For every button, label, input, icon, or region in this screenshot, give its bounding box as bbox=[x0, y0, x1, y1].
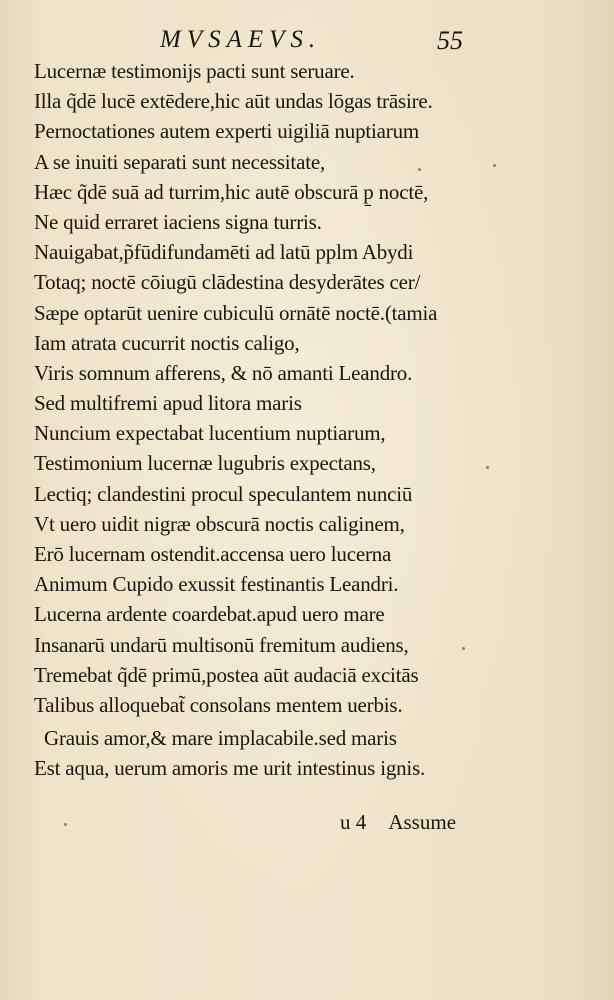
ink-speck bbox=[418, 168, 421, 171]
text-line: Sæpe optarūt uenire cubiculū ornātē noctē.(tamia bbox=[34, 300, 438, 325]
ink-speck bbox=[64, 823, 67, 826]
ink-speck bbox=[493, 164, 496, 167]
text-line: Lectiq; clandestini procul speculantem nunciū bbox=[34, 481, 413, 506]
poem-text-block bbox=[34, 56, 504, 784]
text-line: Viris somnum afferens, & nō amanti Leandro. bbox=[34, 360, 413, 385]
text-line: Iam atrata cucurrit noctis caligo, bbox=[34, 330, 300, 355]
page-number: 55 bbox=[437, 26, 463, 55]
text-line: Vt uero uidit nigræ obscurā noctis caliginem, bbox=[34, 511, 405, 536]
text-line: Sed multifremi apud litora maris bbox=[34, 391, 302, 416]
text-line: Insanarū undarū multisonū fremitum audiens, bbox=[34, 632, 409, 657]
text-line: Erō lucernam ostendit.accensa uero lucerna bbox=[34, 542, 392, 566]
text-line: Nauigabat,p̃fūdifundamēti ad latū pplm Abydi bbox=[34, 240, 414, 265]
text-line: Grauis amor,& mare implacabile.sed maris bbox=[44, 726, 397, 751]
ink-speck bbox=[486, 466, 489, 469]
ink-speck bbox=[462, 647, 465, 650]
text-line: Pernoctationes autem experti uigiliā nuptiarum bbox=[34, 119, 420, 144]
page-header bbox=[0, 26, 614, 56]
running-title: MVSAEVS. bbox=[160, 26, 322, 53]
text-line: Hæc q̃dē suā ad turrim,hic autē obscurā p̱ noctē, bbox=[34, 179, 429, 204]
text-line: Totaq; noctē cōiugū clādestina desyderātes cer/ bbox=[34, 270, 421, 295]
text-line: Animum Cupido exussit festinantis Leandri. bbox=[34, 572, 399, 597]
signature-mark: u 4 bbox=[340, 810, 367, 834]
text-line: Lucernæ testimonijs pacti sunt seruare. bbox=[34, 59, 355, 83]
catchword: Assume bbox=[388, 810, 457, 834]
text-line: A se inuiti separati sunt necessitate, bbox=[34, 149, 325, 174]
text-line: Nuncium expectabat lucentium nuptiarum, bbox=[34, 421, 386, 446]
text-line: Lucerna ardente coardebat.apud uero mare bbox=[34, 602, 385, 627]
text-line: Testimonium lucernæ lugubris expectans, bbox=[34, 451, 376, 476]
text-line: Talibus alloquebat̃ consolans mentem uerbis. bbox=[34, 692, 403, 717]
footer-line bbox=[340, 810, 456, 835]
text-line: Ne quid erraret iaciens signa turris. bbox=[34, 209, 322, 234]
text-line: Est aqua, uerum amoris me urit intestinus ignis. bbox=[34, 756, 426, 781]
text-line: Tremebat q̃dē primū,postea aūt audaciā excitās bbox=[34, 662, 419, 687]
text-line: Illa q̃dē lucē extēdere,hic aūt undas lōgas trāsire. bbox=[34, 89, 433, 114]
